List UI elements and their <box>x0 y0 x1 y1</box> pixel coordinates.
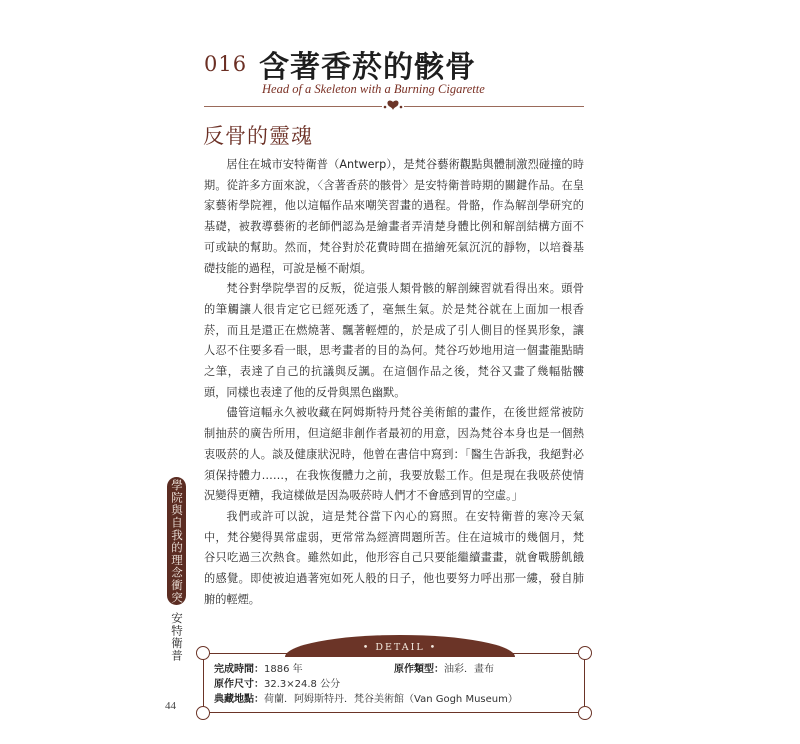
paragraph: 儘管這幅永久被收藏在阿姆斯特丹梵谷美術館的畫作，在後世經常被防制抽菸的廣告所用，但這絕非創作者最初的用意，因為梵谷本身也是一個熱衷吸菸的人。談及健康狀況時，他曾在書信中寫到：「醫生告訴我，我絕對必須保持體力……，在我恢復體力之前，我要放鬆工作。但是現在我吸菸使情況變得更糟，我這樣做是因為吸菸時人們才不會感到胃的空虛。」 <box>204 406 584 503</box>
article-body <box>204 155 584 610</box>
detail-tab <box>285 635 515 657</box>
detail-dot-icon: • <box>362 642 376 653</box>
corner-notch <box>196 706 210 720</box>
detail-date <box>214 660 303 675</box>
artwork-subtitle: Head of a Skeleton with a Burning Cigarette <box>262 82 485 96</box>
paragraph: 梵谷對學院學習的反叛，從這張人類骨骸的解剖練習就看得出來。頭骨的筆觸讓人很肯定它已經死透了，毫無生氣。於是梵谷就在上面加一根香菸，而且是還正在燃燒著、飄著輕煙的，於是成了引人側目的怪異形象，讓人忍不住要多看一眼，思考畫者的目的為何。梵谷巧妙地用這一個畫龍點睛之筆，表達了自己的抗議與反諷。在這個作品之後，梵谷又畫了幾幅骷髏頭，同樣也表達了他的反骨與黑色幽默。 <box>204 282 584 399</box>
detail-type-label: 原作類型： <box>394 664 444 675</box>
paragraph: 居住在城市安特衛普（Antwerp），是梵谷藝術觀點與體制激烈碰撞的時期。從許多方面來說，〈含著香菸的骸骨〉是安特衛普時期的關鍵作品。在皇家藝術學院裡，他以這幅作品來嘲笑習畫的過程。骨骼，作為解剖學研究的基礎，被教導藝術的老師們認為是繪畫者弄清楚身體比例和解剖結構方面不可或缺的幫助。然而，梵谷對於花費時間在描繪死氣沉沉的靜物，以培養基礎技能的過程，可說是極不耐煩。 <box>204 158 584 275</box>
detail-date-value: 1886 年 <box>264 664 303 675</box>
detail-dot-icon: • <box>424 642 438 653</box>
corner-notch <box>578 646 592 660</box>
detail-box <box>203 653 585 713</box>
artwork-title: 含著香菸的骸骨 <box>259 50 476 85</box>
ornament-icon <box>382 99 404 113</box>
detail-label: DETAIL <box>375 642 425 653</box>
paragraph: 我們或許可以說，這是梵谷當下內心的寫照。在安特衛普的寒冷天氣中，梵谷變得異常虛弱，更常常為經濟問題所苦。住在這城市的幾個月，梵谷只吃過三次熱食。雖然如此，他形容自己只要能繼續畫畫，就會戰勝飢餓的感覺。即使被迫過著宛如死人般的日子，他也要努力呼出那一縷，發自肺腑的輕煙。 <box>204 509 584 606</box>
corner-notch <box>578 706 592 720</box>
artwork-number: 016 <box>204 52 248 76</box>
detail-location-label: 典藏地點： <box>214 694 264 705</box>
detail-location <box>214 690 518 705</box>
detail-size-label: 原作尺寸： <box>214 679 264 690</box>
chapter-tab: 學院與自我的理念衝突 <box>167 477 186 605</box>
detail-type-value: 油彩．畫布 <box>444 664 494 675</box>
detail-type <box>394 660 494 675</box>
detail-location-value: 荷蘭．阿姆斯特丹．梵谷美術館（Van Gogh Museum） <box>264 694 518 705</box>
detail-size-value: 32.3×24.8 公分 <box>264 679 341 690</box>
section-heading: 反骨的靈魂 <box>203 124 313 148</box>
page-number: 44 <box>165 700 176 712</box>
detail-size <box>214 675 340 690</box>
chapter-place: 安特衛普 <box>170 612 184 662</box>
detail-date-label: 完成時間： <box>214 664 264 675</box>
corner-notch <box>196 646 210 660</box>
